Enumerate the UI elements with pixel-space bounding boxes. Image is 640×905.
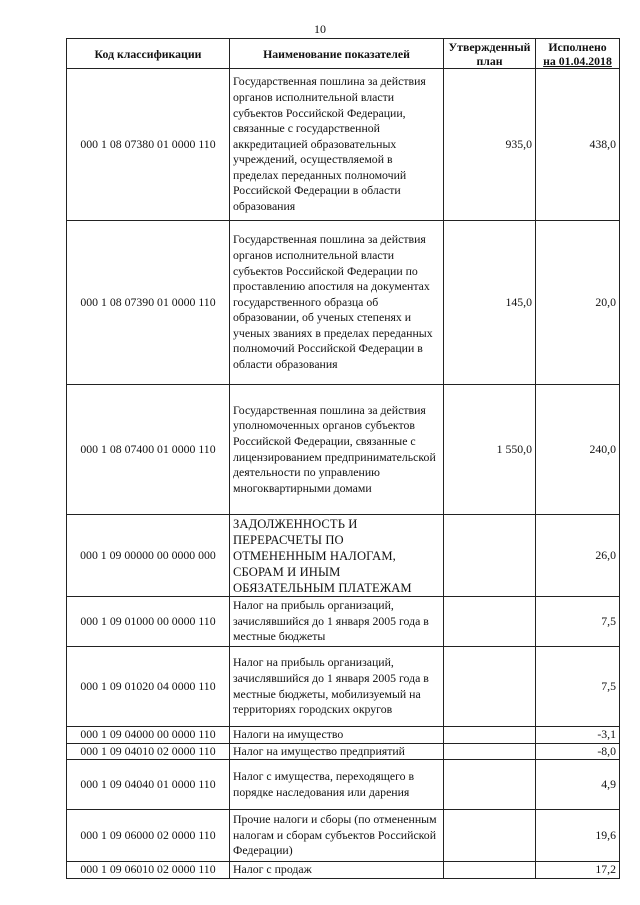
row-name: Налог на прибыль организаций, зачислявшийся до 1 января 2005 года в местные бюджеты [230,597,444,647]
row-name: Налог с имущества, переходящего в порядке наследования или дарения [230,760,444,810]
header-plan: Утвержденный план [444,39,536,69]
row-done: -3,1 [536,727,620,744]
row-plan [444,597,536,647]
row-code: 000 1 08 07380 01 0000 110 [67,69,230,221]
row-code: 000 1 09 06000 02 0000 110 [67,810,230,862]
header-code: Код классификации [67,39,230,69]
row-plan [444,810,536,862]
header-name: Наименование показателей [230,39,444,69]
row-name: Налог на прибыль организаций, зачислявшийся до 1 января 2005 года в местные бюджеты, мобилизуемый на территориях городских округов [230,647,444,727]
row-code: 000 1 09 01000 00 0000 110 [67,597,230,647]
row-name: Налог с продаж [230,862,444,879]
row-plan: 145,0 [444,221,536,385]
row-plan [444,743,536,760]
row-done: 26,0 [536,515,620,597]
table-row [67,743,620,760]
row-name: Государственная пошлина за действия уполномоченных органов субъектов Российской Федерации, связанные с лицензированием предпринимательской деятельности по управлению многоквартирными домами [230,385,444,515]
table-row [67,69,620,221]
row-done: 20,0 [536,221,620,385]
row-done: 17,2 [536,862,620,879]
row-code: 000 1 09 04040 01 0000 110 [67,760,230,810]
row-done: 19,6 [536,810,620,862]
row-name: Прочие налоги и сборы (по отмененным налогам и сборам субъектов Российской Федерации) [230,810,444,862]
row-done: 7,5 [536,647,620,727]
row-name: ЗАДОЛЖЕННОСТЬ И ПЕРЕРАСЧЕТЫ ПО ОТМЕНЕННЫМ НАЛОГАМ, СБОРАМ И ИНЫМ ОБЯЗАТЕЛЬНЫМ ПЛАТЕЖАМ [230,515,444,597]
header-done-line1: Исполнено [548,39,607,54]
row-code: 000 1 09 00000 00 0000 000 [67,515,230,597]
row-code: 000 1 09 01020 04 0000 110 [67,647,230,727]
row-done: -8,0 [536,743,620,760]
table-row [67,810,620,862]
row-name: Налоги на имущество [230,727,444,744]
row-plan: 935,0 [444,69,536,221]
row-plan [444,727,536,744]
table-row [67,385,620,515]
row-name: Налог на имущество предприятий [230,743,444,760]
row-code: 000 1 08 07390 01 0000 110 [67,221,230,385]
row-plan [444,515,536,597]
table-row [67,221,620,385]
row-code: 000 1 09 04000 00 0000 110 [67,727,230,744]
row-plan: 1 550,0 [444,385,536,515]
row-done: 240,0 [536,385,620,515]
row-plan [444,862,536,879]
table-row [67,597,620,647]
header-done [536,39,620,69]
row-done: 7,5 [536,597,620,647]
table-row [67,862,620,879]
table-row [67,515,620,597]
row-code: 000 1 09 06010 02 0000 110 [67,862,230,879]
row-code: 000 1 09 04010 02 0000 110 [67,743,230,760]
row-name: Государственная пошлина за действия органов исполнительной власти субъектов Российской Федерации по проставлению апостиля на документах государственного образца об образовании, об ученых степенях и ученых званиях в пределах переданных полномочий Российской Федерации в области образования [230,221,444,385]
table-row [67,727,620,744]
header-done-line2: на 01.04.2018 [543,53,612,68]
row-done: 438,0 [536,69,620,221]
row-name: Государственная пошлина за действия органов исполнительной власти субъектов Российской Федерации, связанные с государственной аккредитацией образовательных учреждений, осуществляемой в пределах переданных полномочий Российской Федерации в области образования [230,69,444,221]
table-row [67,647,620,727]
table-row [67,760,620,810]
page-number: 10 [314,22,326,36]
row-plan [444,647,536,727]
table-header-row [67,39,620,69]
budget-table [66,38,620,879]
row-done: 4,9 [536,760,620,810]
row-code: 000 1 08 07400 01 0000 110 [67,385,230,515]
row-plan [444,760,536,810]
